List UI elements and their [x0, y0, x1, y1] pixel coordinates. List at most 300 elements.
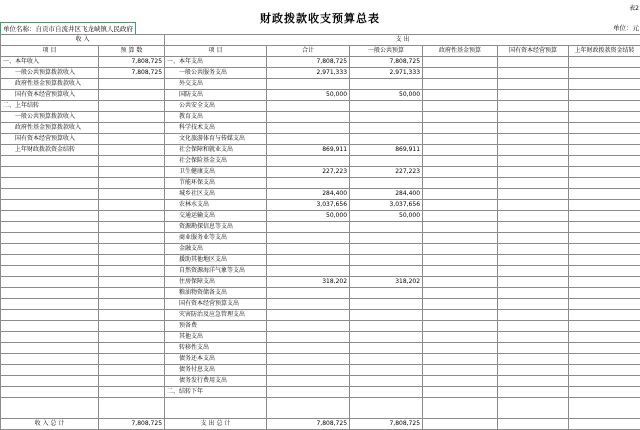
income-item-cell	[1, 222, 99, 233]
expense-group-header: 支 出	[165, 35, 640, 46]
carry-over-cell	[569, 354, 640, 365]
general-budget-cell: 50,000	[350, 211, 423, 222]
expense-item-cell: 粮油物资储备支出	[165, 288, 267, 299]
gov-fund-cell	[423, 123, 498, 134]
general-budget-cell	[350, 376, 423, 387]
carry-over-cell	[569, 332, 640, 343]
income-amount-cell	[99, 90, 165, 101]
general-total-value: 7,808,725	[350, 419, 423, 430]
gov-fund-cell	[423, 233, 498, 244]
table-row	[1, 299, 640, 310]
table-body	[1, 57, 640, 387]
total-cell	[267, 354, 350, 365]
state-capital-cell	[498, 310, 569, 321]
income-amount-cell	[99, 123, 165, 134]
expense-item-cell: 预备费	[165, 321, 267, 332]
carry-over-cell	[569, 299, 640, 310]
state-capital-cell	[498, 211, 569, 222]
blank-row	[1, 398, 640, 419]
income-item-cell	[1, 244, 99, 255]
income-item-cell	[1, 233, 99, 244]
general-budget-cell: 2,971,333	[350, 68, 423, 79]
income-item-cell	[1, 189, 99, 200]
gov-fund-cell	[423, 189, 498, 200]
gov-fund-cell	[423, 200, 498, 211]
general-cell	[350, 387, 423, 398]
income-item-cell: 一般公共预算拨款收入	[1, 68, 99, 79]
expense-item-cell: 债务还本支出	[165, 354, 267, 365]
table-row	[1, 200, 640, 211]
general-budget-cell	[350, 79, 423, 90]
income-item-cell	[1, 288, 99, 299]
income-item-header: 项 目	[1, 46, 99, 57]
page-title: 财政拨款收支预算总表	[0, 10, 640, 26]
income-item-cell	[1, 332, 99, 343]
state-capital-cell	[498, 90, 569, 101]
table-row	[1, 90, 640, 101]
gov-fund-cell	[423, 299, 498, 310]
expense-item-cell: 国防支出	[165, 90, 267, 101]
total-cell	[267, 101, 350, 112]
expense-item-cell: 社会保险基金支出	[165, 156, 267, 167]
carry-over-cell	[569, 310, 640, 321]
carry-forward-label: 二、结转下年	[165, 387, 267, 398]
gov-fund-cell	[423, 178, 498, 189]
general-budget-cell	[350, 112, 423, 123]
carry-over-cell	[569, 288, 640, 299]
income-amount-cell	[99, 387, 165, 398]
unit-line	[0, 22, 640, 34]
state-capital-cell	[498, 145, 569, 156]
expense-item-cell: 一般公共服务支出	[165, 68, 267, 79]
gov-fund-cell	[423, 101, 498, 112]
table-row	[1, 145, 640, 156]
gov-fund-cell	[423, 112, 498, 123]
income-amount-cell	[99, 156, 165, 167]
carry-over-cell	[569, 343, 640, 354]
income-group-header: 收 入	[1, 35, 165, 46]
table-row	[1, 321, 640, 332]
income-amount-cell	[99, 266, 165, 277]
income-amount-cell	[99, 178, 165, 189]
carry-over-cell	[569, 222, 640, 233]
gov-fund-cell	[423, 211, 498, 222]
gov-fund-cell	[423, 387, 498, 398]
expense-item-cell: 金融支出	[165, 244, 267, 255]
table-row	[1, 310, 640, 321]
income-item-cell: 国有资本经营预算收入	[1, 90, 99, 101]
general-budget-cell: 318,202	[350, 277, 423, 288]
carry-over-cell	[569, 387, 640, 398]
income-amount-cell	[99, 376, 165, 387]
total-cell	[267, 79, 350, 90]
blank-cell	[569, 398, 640, 419]
income-item-cell	[1, 321, 99, 332]
state-capital-header: 国有资本经营预算	[498, 46, 569, 57]
total-cell	[267, 321, 350, 332]
general-budget-cell: 227,223	[350, 167, 423, 178]
income-item-cell: 一般公共预算拨款收入	[1, 112, 99, 123]
table-row	[1, 222, 640, 233]
income-total-value: 7,808,725	[99, 419, 165, 430]
table-row	[1, 57, 640, 68]
income-amount-cell	[99, 299, 165, 310]
general-budget-cell	[350, 266, 423, 277]
state-capital-cell	[498, 387, 569, 398]
table-row	[1, 244, 640, 255]
general-budget-cell	[350, 321, 423, 332]
total-cell: 2,971,333	[267, 68, 350, 79]
state-capital-cell	[498, 233, 569, 244]
state-capital-cell	[498, 156, 569, 167]
gov-fund-cell	[423, 288, 498, 299]
income-amount-cell	[99, 112, 165, 123]
state-capital-cell	[498, 354, 569, 365]
expense-item-cell: 交通运输支出	[165, 211, 267, 222]
total-cell	[267, 266, 350, 277]
table-row	[1, 343, 640, 354]
expense-item-cell: 科学技术支出	[165, 123, 267, 134]
carry-over-cell	[569, 57, 640, 68]
income-item-cell: 政府性基金预算拨款收入	[1, 123, 99, 134]
table-row	[1, 68, 640, 79]
state-capital-cell	[498, 189, 569, 200]
state-capital-cell	[498, 123, 569, 134]
table-row	[1, 332, 640, 343]
total-cell: 3,037,656	[267, 200, 350, 211]
total-header: 合计	[267, 46, 350, 57]
carry-over-cell	[569, 376, 640, 387]
table-row	[1, 288, 640, 299]
state-capital-cell	[498, 299, 569, 310]
general-budget-cell	[350, 288, 423, 299]
income-total-label: 收 入 总 计	[1, 419, 99, 430]
expense-item-cell: 灾害防治及应急管理支出	[165, 310, 267, 321]
gov-fund-cell	[423, 255, 498, 266]
total-cell	[267, 244, 350, 255]
total-cell	[267, 332, 350, 343]
blank-cell	[267, 398, 350, 419]
total-cell	[267, 222, 350, 233]
total-cell: 7,808,725	[267, 57, 350, 68]
table-row	[1, 123, 640, 134]
income-item-cell	[1, 376, 99, 387]
gov-fund-cell	[423, 332, 498, 343]
income-item-cell	[1, 365, 99, 376]
total-cell: 284,400	[267, 189, 350, 200]
table-row	[1, 189, 640, 200]
table-row	[1, 266, 640, 277]
income-item-cell: 二、上年结转	[1, 101, 99, 112]
total-cell: 50,000	[267, 211, 350, 222]
general-budget-cell	[350, 244, 423, 255]
general-budget-cell	[350, 332, 423, 343]
income-item-cell	[1, 299, 99, 310]
state-capital-cell	[498, 266, 569, 277]
carry-over-cell	[569, 90, 640, 101]
expense-item-cell: 国有资本经营预算支出	[165, 299, 267, 310]
blank-cell	[498, 398, 569, 419]
expense-item-cell: 住房保障支出	[165, 277, 267, 288]
carry-over-cell	[569, 156, 640, 167]
expense-item-cell: 自然资源海洋气象等支出	[165, 266, 267, 277]
table-row	[1, 255, 640, 266]
general-budget-cell: 50,000	[350, 90, 423, 101]
table-row	[1, 277, 640, 288]
unit-label: 单位：元	[613, 22, 639, 34]
income-budget-header: 预 算 数	[99, 46, 165, 57]
expense-item-cell: 农林水支出	[165, 200, 267, 211]
general-budget-cell	[350, 156, 423, 167]
total-cell: 227,223	[267, 167, 350, 178]
unit-name-cell[interactable]: 单位名称：自贡市自流井区飞龙峡镇人民政府	[0, 22, 136, 35]
header-column-row	[1, 46, 640, 57]
income-amount-cell	[99, 189, 165, 200]
gov-fund-cell	[423, 79, 498, 90]
expense-item-cell: 外交支出	[165, 79, 267, 90]
gov-fund-header: 政府性基金预算	[423, 46, 498, 57]
carry-over-cell	[569, 255, 640, 266]
expense-item-cell: 节能环保支出	[165, 178, 267, 189]
state-capital-cell	[498, 57, 569, 68]
gov-fund-cell	[423, 354, 498, 365]
income-amount-cell	[99, 365, 165, 376]
gov-fund-cell	[423, 167, 498, 178]
gov-fund-cell	[423, 321, 498, 332]
state-capital-total-cell	[498, 419, 569, 430]
total-cell: 50,000	[267, 90, 350, 101]
gov-fund-cell	[423, 376, 498, 387]
general-budget-cell	[350, 365, 423, 376]
income-amount-cell	[99, 79, 165, 90]
totals-row	[1, 419, 640, 430]
expense-item-cell: 债务发行费用支出	[165, 376, 267, 387]
state-capital-cell	[498, 134, 569, 145]
expense-item-cell: 社会保障和就业支出	[165, 145, 267, 156]
expense-item-cell: 文化旅游体育与传媒支出	[165, 134, 267, 145]
expense-item-cell: 援助其他地区支出	[165, 255, 267, 266]
carry-over-cell	[569, 167, 640, 178]
general-budget-cell: 7,808,725	[350, 57, 423, 68]
income-amount-cell	[99, 145, 165, 156]
general-budget-cell	[350, 178, 423, 189]
carry-over-cell	[569, 134, 640, 145]
income-item-cell	[1, 277, 99, 288]
state-capital-cell	[498, 200, 569, 211]
total-cell: 318,202	[267, 277, 350, 288]
expense-item-cell: 城乡社区支出	[165, 189, 267, 200]
carry-over-cell	[569, 112, 640, 123]
general-budget-cell	[350, 123, 423, 134]
total-cell	[267, 376, 350, 387]
gov-fund-cell	[423, 343, 498, 354]
table-number: 表2	[629, 3, 639, 12]
carry-over-header: 上年财政拨款资金结转	[569, 46, 640, 57]
gov-fund-cell	[423, 145, 498, 156]
state-capital-cell	[498, 178, 569, 189]
carry-over-cell	[569, 277, 640, 288]
total-cell: 869,911	[267, 145, 350, 156]
income-amount-cell	[99, 321, 165, 332]
income-item-cell	[1, 266, 99, 277]
income-amount-cell	[99, 310, 165, 321]
expense-item-cell: 卫生健康支出	[165, 167, 267, 178]
expense-item-cell: 其他支出	[165, 332, 267, 343]
expense-item-cell: 债务付息支出	[165, 365, 267, 376]
gov-fund-cell	[423, 266, 498, 277]
state-capital-cell	[498, 101, 569, 112]
general-budget-cell	[350, 354, 423, 365]
income-amount-cell	[99, 277, 165, 288]
gov-fund-cell	[423, 277, 498, 288]
carry-over-cell	[569, 211, 640, 222]
state-capital-cell	[498, 365, 569, 376]
table-row	[1, 167, 640, 178]
general-budget-cell	[350, 310, 423, 321]
total-cell	[267, 288, 350, 299]
income-amount-cell	[99, 343, 165, 354]
income-item-cell: 政府性基金预算拨款收入	[1, 79, 99, 90]
gov-fund-cell	[423, 222, 498, 233]
blank-cell	[1, 398, 99, 419]
income-amount-cell: 7,808,725	[99, 68, 165, 79]
carry-over-cell	[569, 365, 640, 376]
general-budget-cell: 3,037,656	[350, 200, 423, 211]
expense-total-label: 支 出 总 计	[165, 419, 267, 430]
expense-item-cell: 公共安全支出	[165, 101, 267, 112]
income-item-cell: 国有资本经营预算收入	[1, 134, 99, 145]
income-amount-cell	[99, 244, 165, 255]
carry-forward-row	[1, 387, 640, 398]
general-budget-cell	[350, 343, 423, 354]
income-item-cell: 一、本年收入	[1, 57, 99, 68]
income-amount-cell	[99, 354, 165, 365]
gov-fund-cell	[423, 134, 498, 145]
header-group-row	[1, 35, 640, 46]
total-cell	[267, 255, 350, 266]
table-row	[1, 134, 640, 145]
income-amount-cell	[99, 134, 165, 145]
general-budget-cell: 284,400	[350, 189, 423, 200]
general-budget-cell	[350, 222, 423, 233]
expense-item-cell: 教育支出	[165, 112, 267, 123]
table-row	[1, 233, 640, 244]
gov-fund-cell	[423, 244, 498, 255]
carry-over-cell	[569, 321, 640, 332]
carry-over-cell	[569, 145, 640, 156]
income-item-cell	[1, 343, 99, 354]
income-amount-cell	[99, 167, 165, 178]
table-row	[1, 354, 640, 365]
income-item-cell	[1, 167, 99, 178]
expense-item-cell: 一、本年支出	[165, 57, 267, 68]
blank-cell	[165, 398, 267, 419]
gov-fund-cell	[423, 90, 498, 101]
income-amount-cell	[99, 332, 165, 343]
gov-fund-total-cell	[423, 419, 498, 430]
general-budget-cell: 869,911	[350, 145, 423, 156]
state-capital-cell	[498, 68, 569, 79]
table-row	[1, 112, 640, 123]
income-amount-cell	[99, 211, 165, 222]
total-cell	[267, 299, 350, 310]
state-capital-cell	[498, 112, 569, 123]
income-amount-cell	[99, 101, 165, 112]
income-amount-cell	[99, 255, 165, 266]
state-capital-cell	[498, 244, 569, 255]
income-item-cell	[1, 178, 99, 189]
general-budget-cell	[350, 255, 423, 266]
general-budget-cell	[350, 299, 423, 310]
total-cell	[267, 343, 350, 354]
state-capital-cell	[498, 79, 569, 90]
budget-table	[0, 34, 640, 430]
carry-over-cell	[569, 79, 640, 90]
carry-over-cell	[569, 178, 640, 189]
carry-over-cell	[569, 244, 640, 255]
carry-over-cell	[569, 101, 640, 112]
gov-fund-cell	[423, 57, 498, 68]
general-budget-cell	[350, 233, 423, 244]
income-amount-cell: 7,808,725	[99, 57, 165, 68]
table-row	[1, 376, 640, 387]
income-item-cell: 上年财政拨款资金结转	[1, 145, 99, 156]
carry-over-cell	[569, 68, 640, 79]
total-cell	[267, 233, 350, 244]
state-capital-cell	[498, 222, 569, 233]
state-capital-cell	[498, 376, 569, 387]
carry-over-cell	[569, 189, 640, 200]
table-row	[1, 211, 640, 222]
carry-over-total-cell	[569, 419, 640, 430]
income-item-cell	[1, 354, 99, 365]
blank-cell	[350, 398, 423, 419]
state-capital-cell	[498, 288, 569, 299]
general-budget-cell	[350, 101, 423, 112]
total-cell	[267, 178, 350, 189]
total-cell	[267, 112, 350, 123]
expense-item-header: 项 目	[165, 46, 267, 57]
table-row	[1, 79, 640, 90]
table-row	[1, 178, 640, 189]
state-capital-cell	[498, 167, 569, 178]
blank-cell	[423, 398, 498, 419]
state-capital-cell	[498, 332, 569, 343]
state-capital-cell	[498, 255, 569, 266]
total-cell	[267, 365, 350, 376]
gov-fund-cell	[423, 365, 498, 376]
income-amount-cell	[99, 288, 165, 299]
state-capital-cell	[498, 277, 569, 288]
carry-over-cell	[569, 266, 640, 277]
income-item-cell	[1, 211, 99, 222]
table-row	[1, 365, 640, 376]
blank-cell	[99, 398, 165, 419]
total-cell	[267, 134, 350, 145]
state-capital-cell	[498, 343, 569, 354]
total-cell	[267, 387, 350, 398]
expense-item-cell: 商业服务业等支出	[165, 233, 267, 244]
gov-fund-cell	[423, 156, 498, 167]
general-budget-header: 一般公共预算	[350, 46, 423, 57]
income-amount-cell	[99, 200, 165, 211]
income-amount-cell	[99, 222, 165, 233]
expense-total-value: 7,808,725	[267, 419, 350, 430]
income-item-cell	[1, 200, 99, 211]
carry-over-cell	[569, 123, 640, 134]
state-capital-cell	[498, 321, 569, 332]
general-budget-cell	[350, 134, 423, 145]
